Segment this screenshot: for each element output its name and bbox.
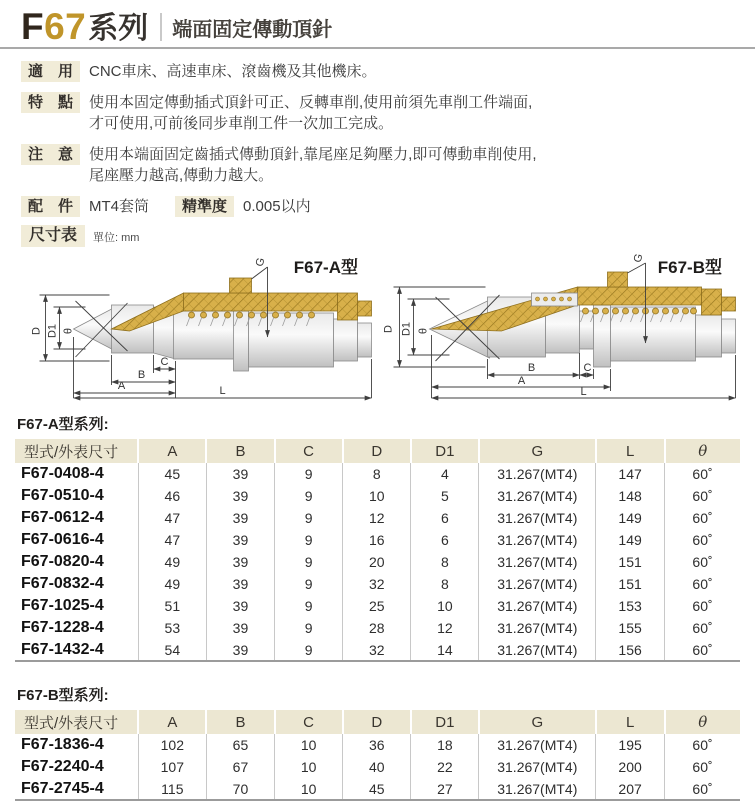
cell-a: 46 [138, 485, 206, 507]
col-header-g: G [479, 710, 596, 734]
info-row-features [21, 92, 740, 134]
cell-l: 153 [596, 595, 665, 617]
col-header-a: A [138, 439, 206, 463]
apply-line-1: CNC車床、高速車床、滾齒機及其他機床。 [89, 63, 377, 81]
drawing-f67-a [15, 249, 376, 401]
table-row [15, 734, 740, 756]
cell-d: 45 [343, 778, 411, 800]
drawing-b-title: F67-B型 [657, 258, 722, 278]
cell-d1: 10 [411, 595, 479, 617]
cell-model: F67-1025-4 [15, 595, 138, 617]
accessory-badge: 配 件 [21, 196, 80, 217]
cell-l: 155 [596, 617, 665, 639]
slot-detail-b [532, 293, 578, 306]
dim-label-c: C [583, 362, 592, 375]
series-code [21, 6, 87, 47]
cell-a: 54 [138, 639, 206, 661]
dimension-table-badge: 尺寸表 [21, 225, 85, 247]
col-header-c: C [275, 710, 343, 734]
cell-d: 40 [343, 756, 411, 778]
cell-c: 9 [275, 551, 343, 573]
col-header-g: G [479, 439, 596, 463]
cell-c: 10 [275, 778, 343, 800]
dim-label-a: A [117, 380, 126, 393]
page-header [0, 0, 755, 49]
features-line-2: 才可使用,可前後同步車削工件一次加工完成。 [89, 115, 394, 133]
cell-a: 47 [138, 507, 206, 529]
cell-b: 39 [206, 485, 274, 507]
cell-d1: 14 [411, 639, 479, 661]
cell-l: 149 [596, 507, 665, 529]
cell-c: 9 [275, 463, 343, 485]
cell-model: F67-0820-4 [15, 551, 138, 573]
cell-theta: 60˚ [692, 576, 713, 593]
cell-c: 9 [275, 595, 343, 617]
cell-b: 39 [206, 529, 274, 551]
cell-c: 9 [275, 573, 343, 595]
cell-d: 25 [343, 595, 411, 617]
cell-g: 31.267(MT4) [479, 756, 596, 778]
cell-l: 148 [596, 485, 665, 507]
cell-d: 16 [343, 529, 411, 551]
cell-c: 9 [275, 485, 343, 507]
features-text [89, 92, 532, 134]
table-a-body [15, 463, 740, 661]
table-row [15, 639, 740, 661]
cell-g: 31.267(MT4) [479, 507, 596, 529]
dim-label-b: B [527, 362, 536, 375]
cell-l: 151 [596, 573, 665, 595]
dim-label-g: G [253, 256, 268, 269]
col-header-l: L [596, 439, 665, 463]
cell-c: 10 [275, 756, 343, 778]
table-row [15, 595, 740, 617]
cell-theta: 60˚ [692, 780, 713, 797]
dimension-section-header [15, 225, 740, 247]
cell-a: 115 [138, 778, 206, 800]
dim-label-l: L [580, 386, 587, 399]
dim-label-b: B [137, 369, 146, 382]
cell-l: 207 [596, 778, 665, 800]
apply-text [89, 61, 377, 82]
accessory-value: MT4套筒 [89, 198, 150, 216]
cell-b: 39 [206, 639, 274, 661]
caution-line-1: 使用本端面固定齒插式傳動頂針,靠尾座足夠壓力,即可傳動車削使用, [89, 146, 537, 164]
col-header-model: 型式/外表尺寸 [15, 439, 138, 463]
cell-model: F67-0616-4 [15, 529, 138, 551]
cell-g: 31.267(MT4) [479, 529, 596, 551]
steel-body-a [74, 305, 372, 371]
cell-g: 31.267(MT4) [479, 617, 596, 639]
table-row [15, 756, 740, 778]
cell-a: 45 [138, 463, 206, 485]
cell-d: 28 [343, 617, 411, 639]
cell-g: 31.267(MT4) [479, 551, 596, 573]
info-row-accessory [21, 196, 740, 217]
cell-l: 147 [596, 463, 665, 485]
spec-table-f67-a [15, 439, 740, 662]
cell-b: 39 [206, 617, 274, 639]
dim-label-d1: D1 [400, 322, 413, 337]
dim-label-d1: D1 [46, 324, 59, 339]
apply-badge: 適 用 [21, 61, 80, 82]
cell-d: 32 [343, 639, 411, 661]
cell-b: 39 [206, 507, 274, 529]
cell-c: 10 [275, 734, 343, 756]
cell-l: 156 [596, 639, 665, 661]
unit-label: 單位: mm [93, 232, 140, 245]
technical-drawings [15, 249, 740, 401]
cell-b: 65 [206, 734, 274, 756]
series-code-letter: F [21, 6, 45, 47]
cell-a: 107 [138, 756, 206, 778]
dim-label-l: L [219, 385, 226, 398]
page-title: 端面固定傳動頂針 [172, 19, 333, 42]
caution-text [89, 144, 537, 186]
drawing-a-title: F67-A型 [293, 258, 358, 278]
col-header-b: B [206, 439, 274, 463]
cell-b: 67 [206, 756, 274, 778]
col-header-d1: D1 [411, 439, 479, 463]
cell-a: 102 [138, 734, 206, 756]
table-row [15, 529, 740, 551]
cell-l: 149 [596, 529, 665, 551]
cell-d: 10 [343, 485, 411, 507]
cell-theta: 60˚ [692, 510, 713, 527]
col-header-theta: θ [665, 710, 740, 734]
info-row-apply [21, 61, 740, 82]
cell-theta: 60˚ [692, 598, 713, 615]
table-a-heading: F67-A型系列: [17, 416, 109, 434]
cell-d1: 12 [411, 617, 479, 639]
cell-theta: 60˚ [692, 466, 713, 483]
table-b-header-row [15, 710, 740, 734]
precision-badge: 精準度 [175, 196, 234, 217]
cell-model: F67-0408-4 [15, 463, 138, 485]
cell-g: 31.267(MT4) [479, 573, 596, 595]
dim-label-d: D [382, 325, 395, 334]
cell-c: 9 [275, 507, 343, 529]
dim-label-c: C [160, 356, 169, 369]
cell-model: F67-2745-4 [15, 778, 138, 800]
col-header-d: D [343, 439, 411, 463]
col-header-d1: D1 [411, 710, 479, 734]
precision-value: 0.005以内 [243, 198, 311, 216]
cell-theta: 60˚ [692, 620, 713, 637]
dim-label-a: A [517, 375, 526, 388]
table-row [15, 463, 740, 485]
cell-d1: 4 [411, 463, 479, 485]
table-row [15, 485, 740, 507]
col-header-a: A [138, 710, 206, 734]
series-code-number: 67 [44, 6, 87, 47]
cell-model: F67-0510-4 [15, 485, 138, 507]
table-b-heading: F67-B型系列: [17, 687, 109, 705]
cell-d1: 5 [411, 485, 479, 507]
cell-g: 31.267(MT4) [479, 778, 596, 800]
cell-g: 31.267(MT4) [479, 463, 596, 485]
cell-g: 31.267(MT4) [479, 595, 596, 617]
cell-theta: 60˚ [692, 737, 713, 754]
features-line-1: 使用本固定傳動插式頂針可正、反轉車削,使用前須先車削工件端面, [89, 94, 533, 112]
cell-c: 9 [275, 639, 343, 661]
features-badge: 特 點 [21, 92, 80, 113]
cell-model: F67-1836-4 [15, 734, 138, 756]
col-header-l: L [596, 710, 665, 734]
dim-label-g: G [631, 252, 646, 265]
cell-l: 151 [596, 551, 665, 573]
cell-b: 39 [206, 573, 274, 595]
dim-label-theta: θ [417, 328, 430, 335]
cell-model: F67-1228-4 [15, 617, 138, 639]
spec-table-f67-b [15, 710, 740, 801]
cell-b: 39 [206, 463, 274, 485]
cell-d1: 8 [411, 551, 479, 573]
cell-a: 49 [138, 573, 206, 595]
cell-b: 70 [206, 778, 274, 800]
cell-theta: 60˚ [692, 532, 713, 549]
info-section [15, 49, 740, 217]
cell-theta: 60˚ [692, 488, 713, 505]
col-header-theta: θ [665, 439, 740, 463]
cell-d1: 6 [411, 529, 479, 551]
cell-d: 12 [343, 507, 411, 529]
cell-d: 36 [343, 734, 411, 756]
cell-d1: 6 [411, 507, 479, 529]
cell-d1: 18 [411, 734, 479, 756]
cell-l: 200 [596, 756, 665, 778]
title-divider [160, 13, 162, 41]
cell-b: 39 [206, 595, 274, 617]
cell-a: 47 [138, 529, 206, 551]
steel-body-b [430, 297, 736, 367]
caution-line-2: 尾座壓力越高,傳動力越大。 [89, 167, 274, 185]
cell-a: 49 [138, 551, 206, 573]
series-word: 系列 [88, 11, 149, 45]
cell-theta: 60˚ [692, 759, 713, 776]
col-header-model: 型式/外表尺寸 [15, 710, 138, 734]
cell-model: F67-2240-4 [15, 756, 138, 778]
table-a-header-row [15, 439, 740, 463]
col-header-d: D [343, 710, 411, 734]
cell-c: 9 [275, 529, 343, 551]
cell-g: 31.267(MT4) [479, 639, 596, 661]
cell-model: F67-0612-4 [15, 507, 138, 529]
table-row [15, 573, 740, 595]
drawing-f67-b [379, 249, 740, 401]
cell-d1: 22 [411, 756, 479, 778]
info-row-caution [21, 144, 740, 186]
table-row [15, 617, 740, 639]
table-row [15, 551, 740, 573]
table-row [15, 778, 740, 800]
cell-l: 195 [596, 734, 665, 756]
cell-g: 31.267(MT4) [479, 734, 596, 756]
cell-d1: 27 [411, 778, 479, 800]
cell-d: 20 [343, 551, 411, 573]
cell-theta: 60˚ [692, 641, 713, 658]
table-row [15, 507, 740, 529]
table-b-body [15, 734, 740, 800]
cell-d1: 8 [411, 573, 479, 595]
cell-d: 32 [343, 573, 411, 595]
cell-g: 31.267(MT4) [479, 485, 596, 507]
cell-a: 51 [138, 595, 206, 617]
cell-c: 9 [275, 617, 343, 639]
dim-label-d: D [30, 327, 43, 336]
cell-theta: 60˚ [692, 554, 713, 571]
cell-model: F67-1432-4 [15, 639, 138, 661]
cell-b: 39 [206, 551, 274, 573]
caution-badge: 注 意 [21, 144, 80, 165]
cell-d: 8 [343, 463, 411, 485]
cell-a: 53 [138, 617, 206, 639]
cell-model: F67-0832-4 [15, 573, 138, 595]
dim-label-theta: θ [62, 328, 75, 335]
col-header-c: C [275, 439, 343, 463]
col-header-b: B [206, 710, 274, 734]
